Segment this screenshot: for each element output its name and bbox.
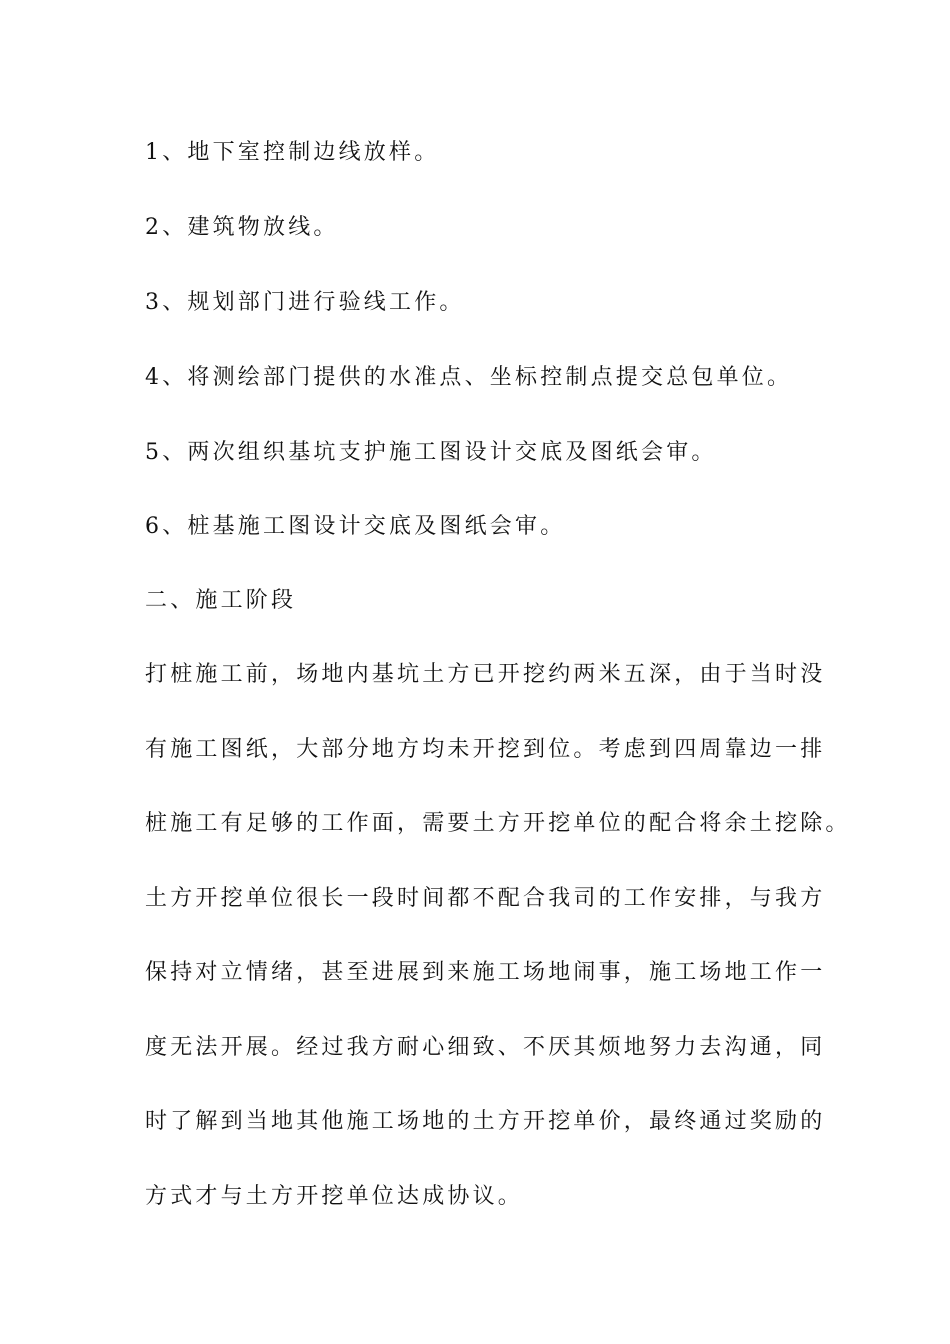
list-item-4: 4、将测绘部门提供的水准点、坐标控制点提交总包单位。: [145, 365, 793, 390]
section-heading: 二、施工阶段: [145, 588, 297, 613]
paragraph-line-6: 度无法开展。经过我方耐心细致、不厌其烦地努力去沟通，同: [145, 1035, 826, 1060]
paragraph-line-2: 有施工图纸，大部分地方均未开挖到位。考虑到四周靠边一排: [145, 737, 826, 762]
paragraph-line-4: 土方开挖单位很长一段时间都不配合我司的工作安排，与我方: [145, 886, 826, 911]
list-item-3: 3、规划部门进行验线工作。: [145, 290, 465, 315]
paragraph-line-3: 桩施工有足够的工作面，需要土方开挖单位的配合将余土挖除。: [145, 811, 851, 836]
paragraph-line-8: 方式才与土方开挖单位达成协议。: [145, 1184, 524, 1209]
paragraph-line-7: 时了解到当地其他施工场地的土方开挖单价，最终通过奖励的: [145, 1109, 826, 1134]
list-item-1: 1、地下室控制边线放样。: [145, 140, 440, 165]
list-item-6: 6、桩基施工图设计交底及图纸会审。: [145, 514, 566, 539]
paragraph-line-5: 保持对立情绪，甚至进展到来施工场地闹事，施工场地工作一: [145, 960, 826, 985]
list-item-2: 2、建筑物放线。: [145, 215, 339, 240]
list-item-5: 5、两次组织基坑支护施工图设计交底及图纸会审。: [145, 440, 717, 465]
paragraph-line-1: 打桩施工前，场地内基坑土方已开挖约两米五深，由于当时没: [145, 662, 826, 687]
